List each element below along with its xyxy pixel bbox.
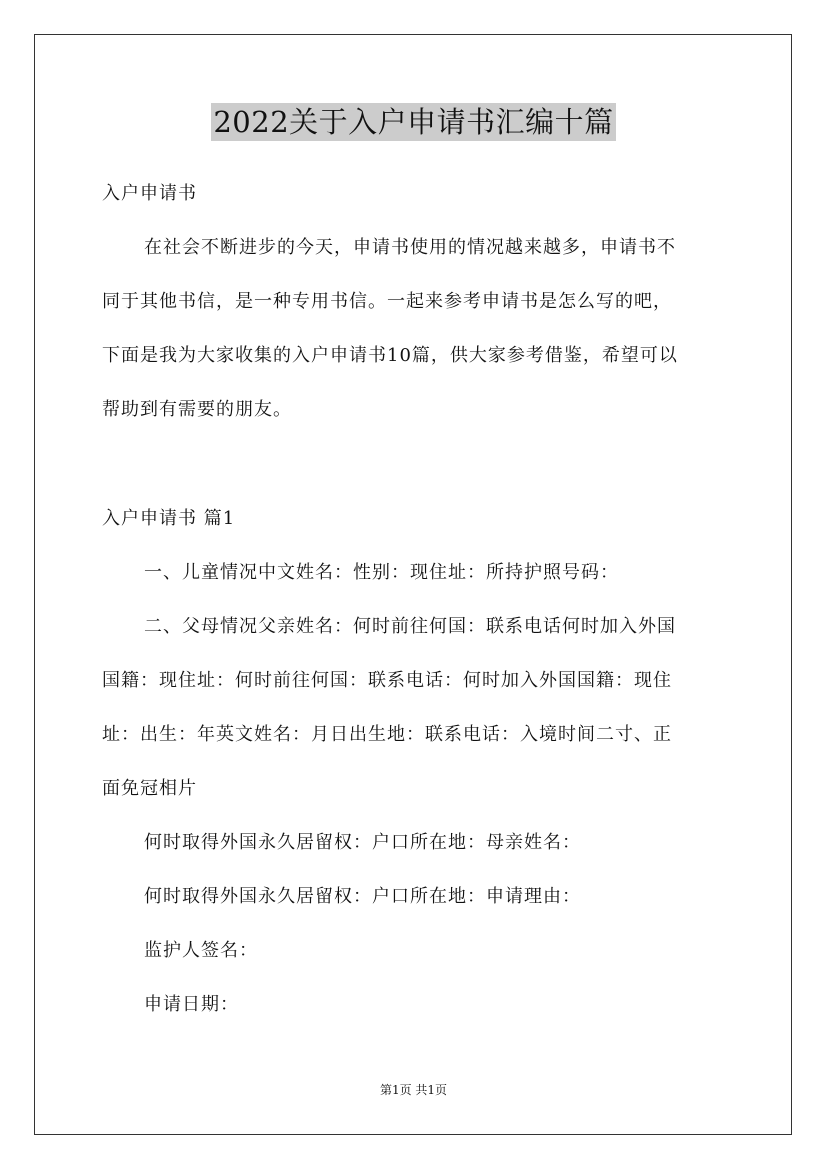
paragraph-line: 帮助到有需要的朋友。 (102, 399, 292, 420)
paragraph-line: 同于其他书信，是一种专用书信。一起来参考申请书是怎么写的吧， (102, 291, 672, 312)
paragraph-line: 址：出生：年英文姓名：月日出生地：联系电话：入境时间二寸、正 (102, 724, 672, 745)
title-container (0, 103, 827, 141)
paragraph-line: 一、儿童情况中文姓名：性别：现住址：所持护照号码： (144, 562, 619, 583)
paragraph-line: 何时取得外国永久居留权：户口所在地：母亲姓名： (144, 832, 581, 853)
paragraph-line: 在社会不断进步的今天，申请书使用的情况越来越多，申请书不 (144, 237, 676, 258)
document-title: 2022关于入户申请书汇编十篇 (213, 105, 614, 139)
paragraph-line: 下面是我为大家收集的入户申请书10篇，供大家参考借鉴，希望可以 (102, 345, 678, 366)
paragraph-line: 何时取得外国永久居留权：户口所在地：申请理由： (144, 886, 581, 907)
paragraph-line: 监护人签名： (144, 940, 258, 961)
paragraph-line: 申请日期： (144, 994, 239, 1015)
section-heading: 入户申请书 (102, 183, 197, 204)
section-heading: 入户申请书 篇1 (102, 508, 236, 529)
paragraph-line: 二、父母情况父亲姓名：何时前往何国：联系电话何时加入外国 (144, 616, 676, 637)
paragraph-line: 面免冠相片 (102, 778, 197, 799)
paragraph-line: 国籍：现住址：何时前往何国：联系电话：何时加入外国国籍：现住 (102, 670, 672, 691)
page-footer: 第1页 共1页 (379, 1083, 448, 1097)
